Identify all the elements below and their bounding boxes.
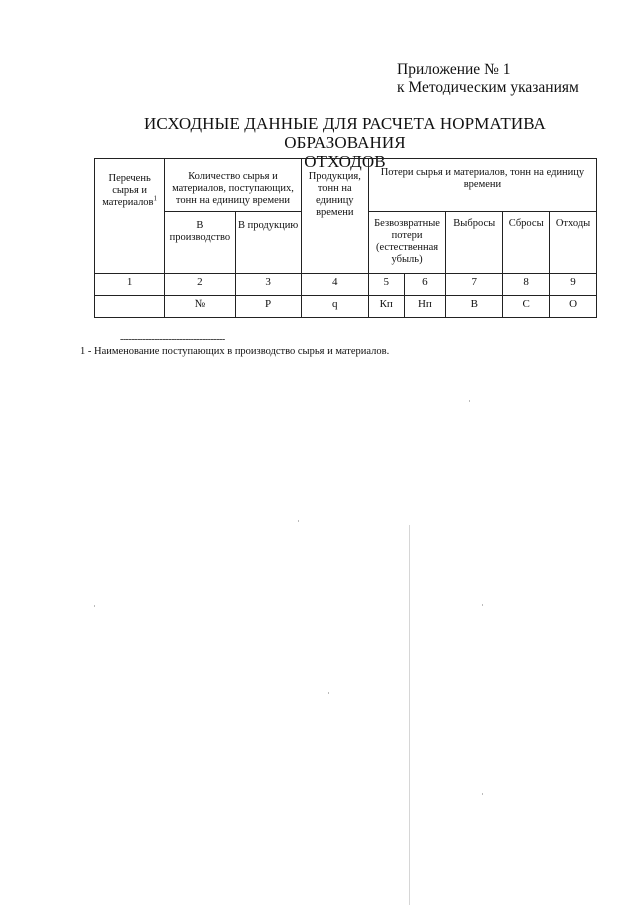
footnote-marker: 1: [153, 194, 158, 203]
column-number: 2: [165, 274, 235, 296]
symbol-cell: q: [301, 296, 368, 318]
scan-artifact: [469, 400, 470, 402]
header-discharges: Сбросы: [503, 212, 550, 274]
source-data-table: [94, 158, 597, 318]
header-quantity: Количество сырья и материалов, поступающих, тонн на единицу времени: [165, 159, 301, 212]
header-product: Продукция, тонн на единицу времени: [301, 159, 368, 274]
column-number: 1: [95, 274, 165, 296]
column-number: 6: [404, 274, 446, 296]
header-waste: Отходы: [550, 212, 597, 274]
symbol-cell: С: [503, 296, 550, 318]
column-number: 4: [301, 274, 368, 296]
column-number: 5: [368, 274, 404, 296]
footnote: 1 - Наименование поступающих в производство сырья и материалов.: [80, 346, 390, 357]
symbol-cell: Р: [235, 296, 301, 318]
appendix-number: Приложение № 1: [397, 61, 511, 78]
scan-artifact: [328, 692, 329, 694]
title-line-2: ОТХОДОВ: [304, 152, 386, 171]
symbol-cell: [95, 296, 165, 318]
scan-artifact: [298, 520, 299, 522]
symbol-cell: №: [165, 296, 235, 318]
symbol-cell: Кп: [368, 296, 404, 318]
column-number: 3: [235, 274, 301, 296]
symbol-cell: Нп: [404, 296, 446, 318]
symbol-cell: В: [446, 296, 503, 318]
column-number: 7: [446, 274, 503, 296]
scan-artifact: [94, 605, 95, 607]
title-line-1: ИСХОДНЫЕ ДАННЫЕ ДЛЯ РАСЧЕТА НОРМАТИВА ОБРАЗОВАНИЯ: [144, 114, 546, 152]
header-emissions: Выбросы: [446, 212, 503, 274]
appendix-target: к Методическим указаниям: [397, 79, 579, 96]
scan-artifact: [409, 525, 410, 905]
scan-artifact: [482, 604, 483, 606]
footnote-separator: -------------------------------------: [120, 334, 225, 345]
header-losses: Потери сырья и материалов, тонн на единицу времени: [368, 159, 596, 212]
header-irrecoverable-losses: Безвозвратные потери (естественная убыль): [368, 212, 445, 274]
header-to-production: В производство: [165, 212, 235, 274]
column-number: 9: [550, 274, 597, 296]
header-materials: Перечень сырья и материалов$^1$: [95, 159, 165, 274]
header-to-product: В продукцию: [235, 212, 301, 274]
symbol-cell: О: [550, 296, 597, 318]
appendix-reference: [397, 61, 579, 97]
scan-artifact: [482, 793, 483, 795]
column-number: 8: [503, 274, 550, 296]
